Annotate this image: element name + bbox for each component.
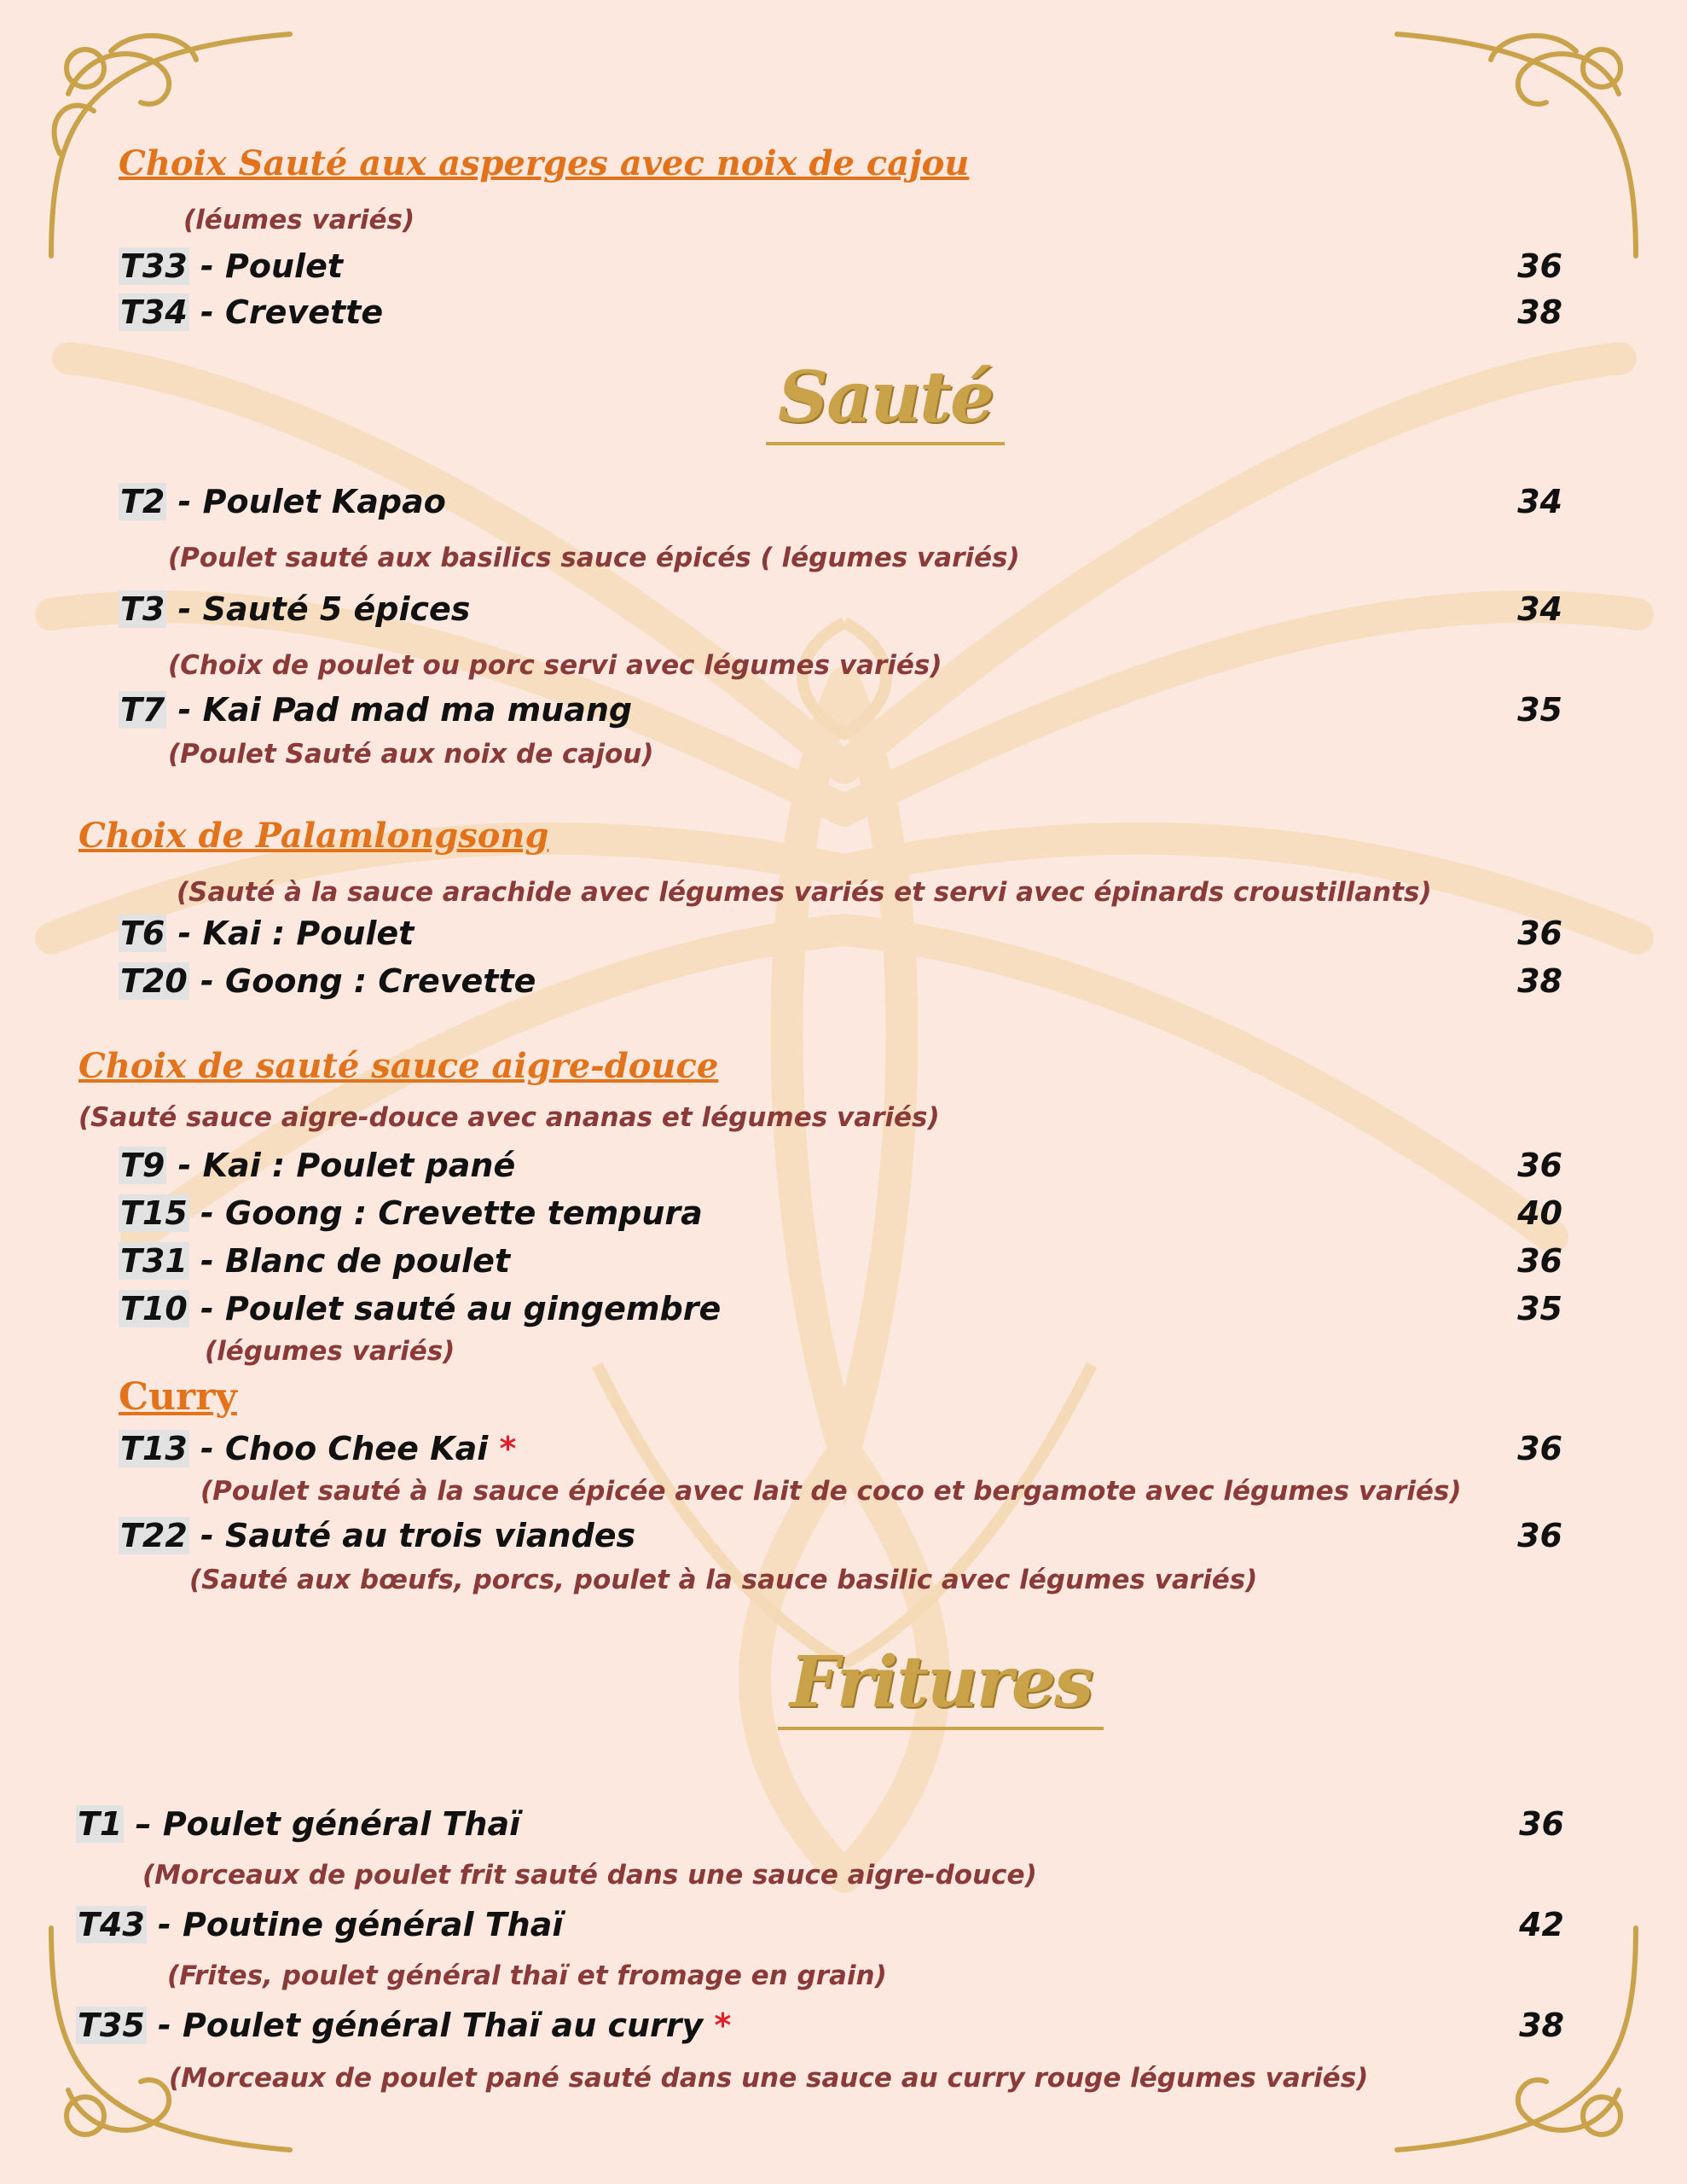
item-price: 38 xyxy=(1517,293,1562,331)
menu-item-t7 xyxy=(119,691,632,729)
item-name: - Poulet Kapao xyxy=(166,483,446,520)
item-price: 36 xyxy=(1517,247,1562,285)
item-desc: (Poulet sauté à la sauce épicée avec lait de coco et bergamote avec légumes variés) xyxy=(200,1476,1462,1507)
item-name: - Poulet général Thaï au curry xyxy=(146,2007,715,2044)
menu-item-t35 xyxy=(76,2007,731,2044)
section-title-aigre-douce: Choix de sauté sauce aigre-douce xyxy=(78,1046,719,1086)
item-price: 36 xyxy=(1517,1147,1562,1184)
item-code: T34 xyxy=(120,293,188,331)
section-desc-aigre-douce: (Sauté sauce aigre-douce avec ananas et légumes variés) xyxy=(78,1102,940,1133)
item-price: 42 xyxy=(1519,1906,1564,1943)
item-desc: (Morceaux de poulet pané sauté dans une sauce au curry rouge légumes variés) xyxy=(169,2063,1369,2094)
item-code: T15 xyxy=(120,1194,188,1232)
item-code: T6 xyxy=(120,915,165,952)
menu-item-t15 xyxy=(119,1194,703,1232)
corner-ornament-icon xyxy=(1380,1911,1653,2167)
menu-item-t13 xyxy=(119,1430,516,1467)
item-name: – Poulet général Thaï xyxy=(124,1805,521,1843)
item-price: 36 xyxy=(1517,1517,1562,1554)
item-name: - Blanc de poulet xyxy=(188,1242,511,1280)
item-desc: (Frites, poulet général thaï et fromage en grain) xyxy=(167,1960,887,1991)
item-code: T3 xyxy=(120,590,165,628)
menu-item-t2 xyxy=(119,483,446,520)
item-price: 38 xyxy=(1517,962,1562,1000)
item-name: - Kai : Poulet xyxy=(166,915,415,952)
section-title-palamlongsong: Choix de Palamlongsong xyxy=(78,816,549,856)
menu-item-t3 xyxy=(119,590,470,628)
menu-item-t31 xyxy=(119,1242,510,1280)
menu-item-t43 xyxy=(76,1906,563,1943)
item-price: 35 xyxy=(1517,1290,1562,1327)
item-code: T31 xyxy=(120,1242,188,1280)
menu-item-t20 xyxy=(119,962,536,1000)
item-code: T2 xyxy=(120,483,165,520)
item-name: - Choo Chee Kai xyxy=(188,1430,500,1467)
item-desc: (légumes variés) xyxy=(205,1336,455,1367)
section-title-fritures: Fritures xyxy=(778,1641,1104,1730)
item-price: 36 xyxy=(1517,915,1562,952)
section-title-curry: Curry xyxy=(119,1375,237,1419)
item-name: - Goong : Crevette xyxy=(188,962,536,1000)
item-code: T22 xyxy=(120,1517,188,1554)
section-desc-palamlongsong: (Sauté à la sauce arachide avec légumes variés et servi avec épinards croustillants) xyxy=(177,877,1432,908)
item-code: T7 xyxy=(120,691,165,729)
menu-item-t9 xyxy=(119,1147,515,1184)
item-code: T10 xyxy=(120,1290,188,1327)
item-name: - Crevette xyxy=(188,293,384,331)
item-desc: (Poulet Sauté aux noix de cajou) xyxy=(168,739,654,770)
item-name: - Goong : Crevette tempura xyxy=(188,1194,703,1232)
item-desc: (Sauté aux bœufs, porcs, poulet à la sauce basilic avec légumes variés) xyxy=(189,1565,1258,1595)
menu-item-t33 xyxy=(119,247,343,285)
item-name: - Sauté 5 épices xyxy=(166,590,471,628)
spicy-star-icon: * xyxy=(714,2007,732,2044)
item-code: T9 xyxy=(120,1147,165,1184)
item-price: 35 xyxy=(1517,691,1562,729)
section-title-saute: Sauté xyxy=(766,357,1005,445)
menu-item-t1 xyxy=(76,1805,520,1843)
item-price: 34 xyxy=(1517,483,1562,520)
item-code: T43 xyxy=(78,1906,145,1943)
item-code: T1 xyxy=(78,1805,123,1843)
item-code: T35 xyxy=(78,2007,145,2044)
section-desc-asperges: (léumes variés) xyxy=(183,205,415,235)
menu-item-t6 xyxy=(119,915,414,952)
item-name: - Poutine général Thaï xyxy=(146,1906,564,1943)
item-desc: (Choix de poulet ou porc servi avec légumes variés) xyxy=(168,650,942,681)
menu-item-t34 xyxy=(119,293,383,331)
item-price: 36 xyxy=(1517,1242,1562,1280)
item-name: - Poulet xyxy=(188,247,344,285)
section-title-asperges: Choix Sauté aux asperges avec noix de cajou xyxy=(119,143,970,183)
item-desc: (Morceaux de poulet frit sauté dans une sauce aigre-douce) xyxy=(142,1860,1037,1891)
item-price: 36 xyxy=(1519,1805,1564,1843)
item-name: - Poulet sauté au gingembre xyxy=(188,1290,722,1327)
item-code: T33 xyxy=(120,247,188,285)
menu-item-t10 xyxy=(119,1290,721,1327)
item-desc: (Poulet sauté aux basilics sauce épicés ( légumes variés) xyxy=(168,543,1020,573)
item-name: - Kai : Poulet pané xyxy=(166,1147,516,1184)
item-price: 40 xyxy=(1517,1194,1562,1232)
menu-item-t22 xyxy=(119,1517,635,1554)
item-name: - Sauté au trois viandes xyxy=(188,1517,636,1554)
item-code: T20 xyxy=(120,962,188,1000)
item-name: - Kai Pad mad ma muang xyxy=(166,691,633,729)
spicy-star-icon: * xyxy=(499,1430,517,1467)
item-price: 36 xyxy=(1517,1430,1562,1467)
item-code: T13 xyxy=(120,1430,188,1467)
corner-ornament-icon xyxy=(1380,17,1653,273)
item-price: 34 xyxy=(1517,590,1562,628)
item-price: 38 xyxy=(1519,2007,1564,2044)
